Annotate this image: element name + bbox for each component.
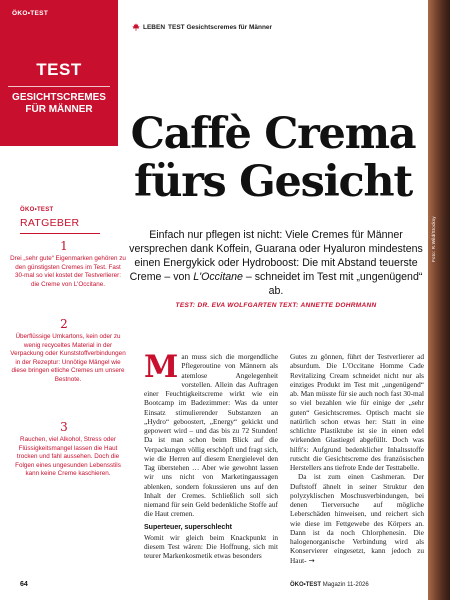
- lead-text-end: – schneidet im Test mit „ungenügend“ ab.: [242, 271, 423, 297]
- tip-number: 3: [60, 420, 68, 434]
- article-subhead: Superteuer, superschlecht: [144, 523, 232, 531]
- footer-issue: [290, 582, 369, 588]
- body-paragraph: [290, 472, 424, 565]
- category-label: [0, 92, 118, 116]
- test-label: TEST: [36, 60, 82, 79]
- paragraph-text: Da ist zum einen Cashmeran. Der Duftstoff ähnelt in seiner Struktur den polyzyklischen Moschusverbindungen, bei denen Tierversuche auf mögliche Leberschäden hinweisen, und reichert sich wie diese im Fettgewebe des Körpers an. Dann ist da noch Chlorphenesin. Die halogenorganische Verbindung wird als Konservierer eingesetzt, kann jedoch zu Haut-: [290, 472, 424, 565]
- body-paragraph: Womit wir gleich beim Knackpunkt in diesem Test wären: Die Hoffnung, sich mit teurer Markenkosmetik etwas besonders: [144, 532, 278, 561]
- body-paragraph: Gutes zu gönnen, führt der Testverlierer ad absurdum. Die L'Occitane Homme Cade Revitalizing Cream schneidet nicht nur als einziges Produkt im Test mit „ungenügend“ ab. Man müsste für sie auch noch fast 30-mal so viel bezahlen wie für einige der „sehr guten“ Gesichtscremes. Optisch macht sie natürlich schon etwas her: Statt in eine schlichte Plastiktube ist sie in einen edel wirkenden Glastiegel abgefüllt. Doch was hilft's: Aufgrund bedenklicher Inhaltsstoffe rutscht die Gesichtscreme des französischen Herstellers ans tiefrote Ende der Testtabelle.: [290, 352, 424, 472]
- headline-line2: fürs Gesicht: [134, 157, 412, 207]
- headline: [118, 110, 428, 206]
- drop-cap: M: [144, 349, 179, 385]
- lead-text-start: Einfach nur pflegen ist nicht: Viele Cremes für Männer versprechen dank Koffein, Guarana oder Hyaluron mindestens einen Energykick oder Hydroboost: Die mit Abstand teuerste Creme – von: [129, 229, 423, 283]
- photo-credit: Foto: R.Wild/Stocksy: [431, 216, 436, 262]
- maple-leaf-icon: [132, 23, 140, 31]
- breadcrumb: [132, 23, 272, 31]
- paragraph-text: an muss sich die morgendliche Pflegeroutine von Männern als atemlose Angelegenheit vorstellen. Allein das Auftragen einer Feuchtigkeitscreme wirkt wie ein Bootcamp im Badezimmer: Was da unter Einsatz stimulierender Substanzen an „Hydro“ geboostert, „Energy“ gekickt und gepowert wird – und das bis zu 72 Stunden! Da ist man schon beim Blick auf die Verpackungen völlig erschöpft und fragt sich, wie die Herren auf diesem Energielevel den Tag überstehen … Aber wie gewohnt lassen wir uns nicht von Marketingaussagen ablenken, sondern fokussieren uns auf den Inhalt der Cremes. Schließlich soll sich niemand für sein Geld bedenkliche Stoffe auf die Haut cremen.: [144, 352, 278, 519]
- byline: TEST: DR. EVA WOLFGARTEN TEXT: ANNETTE DOHRMANN: [175, 302, 377, 309]
- brand-tag: ÖKO•TEST: [12, 10, 49, 17]
- tip-number: 2: [60, 317, 68, 331]
- lead-paragraph: [128, 228, 424, 298]
- article-column-2: [290, 352, 424, 565]
- ratgeber-divider: [20, 233, 100, 234]
- tip-number: 1: [60, 239, 68, 253]
- ratgeber-brand-tag: ÖKO•TEST: [20, 207, 54, 213]
- lead-brand: L'Occitane: [193, 271, 243, 283]
- cover-photo-edge: [428, 0, 450, 600]
- body-paragraph: [144, 349, 278, 519]
- breadcrumb-topic: TEST Gesichtscremes für Männer: [168, 23, 273, 31]
- headline-line1: Caffè Crema: [130, 109, 416, 159]
- footer-issue-number: Magazin 11-2026: [322, 582, 369, 588]
- continue-arrow-icon: →: [308, 555, 315, 565]
- section-header-block: [0, 0, 118, 146]
- divider: [8, 86, 110, 87]
- ratgeber-title: RATGEBER: [20, 217, 80, 229]
- category-label-line1: GESICHTSCREMES: [12, 92, 106, 103]
- footer-magazine: ÖKO•TEST: [290, 582, 322, 588]
- tip-text: Rauchen, viel Alkohol, Stress oder Flüssigkeitsmangel lassen die Haut trocken und fahl aussehen. Doch die Folgen eines ungesunden Lebensstils kann keine Creme kaschieren.: [15, 436, 121, 477]
- article-column-1: [144, 349, 278, 561]
- tip-text: Drei „sehr gute“ Eigenmarken gehören zu den günstigsten Cremes im Test. Fast 30-mal so viel kostet der Testverlierer: die Creme von L'Occitane.: [10, 255, 126, 288]
- breadcrumb-section: LEBEN: [143, 23, 166, 31]
- page-number: 64: [20, 581, 28, 588]
- category-label-line2: FÜR MÄNNER: [25, 104, 93, 115]
- tip-text: Überflüssige Umkartons, kein oder zu wenig recyceltes Material in der Verpackung oder Kunststoffverbindungen in der Rezeptur: Unnötige Mängel wie diese bringen etliche Cremes um unsere Bestnote.: [10, 333, 126, 383]
